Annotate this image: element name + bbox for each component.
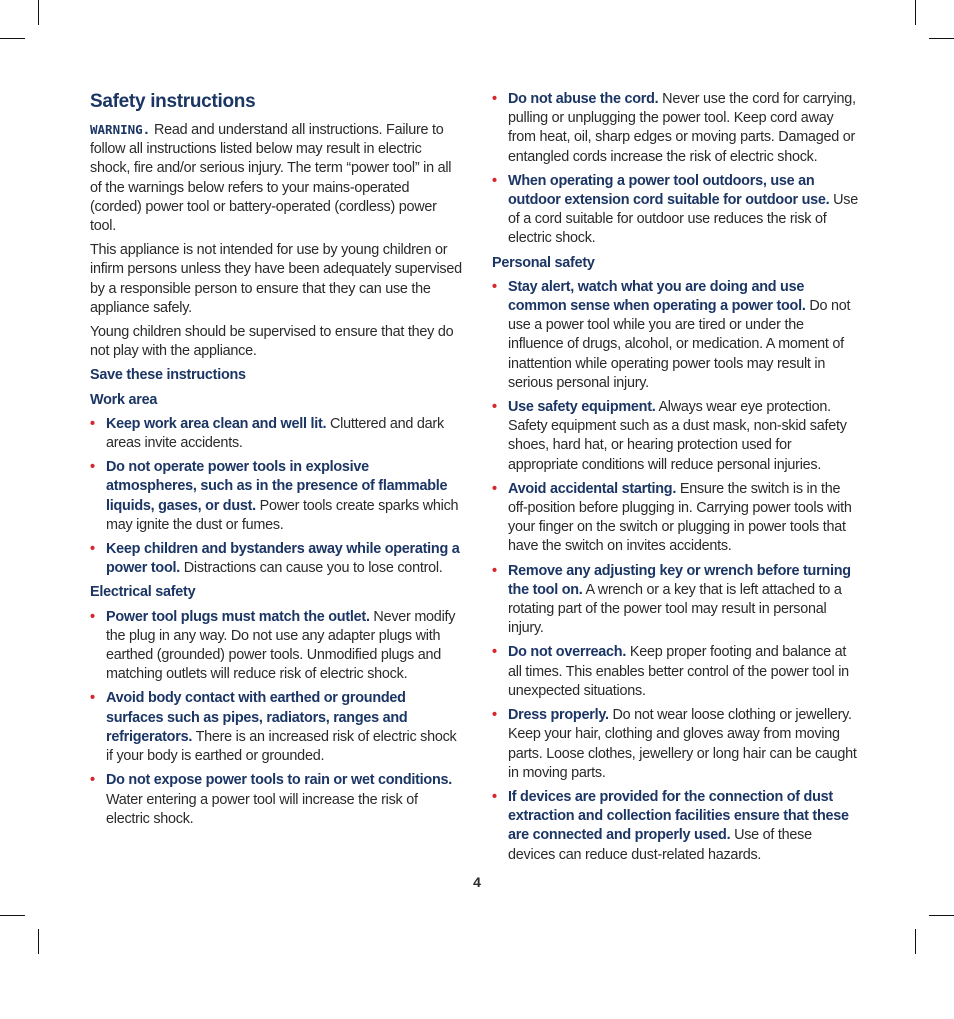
list-item: • Avoid body contact with earthed or grounded surfaces such as pipes, radiators, ranges and refrigerators. There is an increased risk of electric shock if your body is earthed or grounded. <box>90 689 462 766</box>
list-item: • Avoid accidental starting. Ensure the switch is in the off-position before plugging in. Carrying power tools with your finger on the switch or plugging in power tools that have the switch on invites accidents. <box>492 480 862 557</box>
save-instructions-heading: Save these instructions <box>90 367 246 384</box>
list-item: • Do not expose power tools to rain or wet conditions. Water entering a power tool will increase the risk of electric shock. <box>90 771 462 829</box>
list-item: • When operating a power tool outdoors, use an outdoor extension cord suitable for outdoor use. Use of a cord suitable for outdoor use reduces the risk of electric shock. <box>492 172 862 249</box>
warning-paragraph <box>90 120 462 236</box>
electrical-safety-heading: Electrical safety <box>90 584 196 601</box>
list-item: • Use safety equipment. Always wear eye protection. Safety equipment such as a dust mask, non-skid safety shoes, hard hat, or hearing protection used for appropriate conditions will reduce personal injuries. <box>492 398 862 475</box>
crop-mark <box>929 915 954 916</box>
electrical-safety-list-continued <box>492 90 862 249</box>
crop-mark <box>38 929 39 954</box>
personal-safety-list <box>492 278 862 865</box>
crop-mark <box>0 38 25 39</box>
list-item: • If devices are provided for the connection of dust extraction and collection facilities ensure that these are connected and properly used. Use of these devices can reduce dust-related hazards. <box>492 788 862 865</box>
work-area-heading: Work area <box>90 391 158 408</box>
list-item: • Stay alert, watch what you are doing and use common sense when operating a power tool. Do not use a power tool while you are tired or under the influence of drugs, alcohol, or medication. A moment of inattention while operating power tools may result in serious personal injury. <box>492 278 862 393</box>
warning-text: Read and understand all instructions. Failure to follow all instructions listed below may result in electric shock, fire and/or serious injury. The term “power tool” in all of the warnings below refers to your mains-operated (corded) power tool or battery-operated (cordless) power tool. <box>90 122 452 235</box>
list-item: • Do not operate power tools in explosive atmospheres, such as in the presence of flammable liquids, gases, or dust. Power tools create sparks which may ignite the dust or fumes. <box>90 458 462 535</box>
crop-mark <box>0 915 25 916</box>
supervision-paragraph: This appliance is not intended for use by young children or infirm persons unless they have been adequately supervised by a responsible person to ensure that they can use the appliance safely. <box>90 242 462 316</box>
list-item: • Remove any adjusting key or wrench before turning the tool on. A wrench or a key that is left attached to a rotating part of the power tool may result in personal injury. <box>492 562 862 639</box>
list-item: • Do not overreach. Keep proper footing and balance at all times. This enables better control of the power tool in unexpected situations. <box>492 643 862 701</box>
list-item: • Do not abuse the cord. Never use the cord for carrying, pulling or unplugging the power tool. Keep cord away from heat, oil, sharp edges or moving parts. Damaged or entangled cords increase the risk of electric shock. <box>492 90 862 167</box>
crop-mark <box>915 0 916 25</box>
list-item: • Keep work area clean and well lit. Cluttered and dark areas invite accidents. <box>90 415 462 453</box>
warning-label: WARNING. <box>90 122 151 137</box>
personal-safety-heading: Personal safety <box>492 254 595 271</box>
list-item: • Keep children and bystanders away while operating a power tool. Distractions can cause you to lose control. <box>90 540 462 578</box>
list-item: • Dress properly. Do not wear loose clothing or jewellery. Keep your hair, clothing and gloves away from moving parts. Loose clothes, jewellery or long hair can be caught in moving parts. <box>492 706 862 783</box>
crop-mark <box>38 0 39 25</box>
children-paragraph: Young children should be supervised to ensure that they do not play with the appliance. <box>90 324 454 360</box>
page-title: Safety instructions <box>90 91 256 112</box>
crop-mark <box>915 929 916 954</box>
left-column <box>90 90 462 834</box>
page-number: 4 <box>473 874 481 890</box>
list-item: • Power tool plugs must match the outlet. Never modify the plug in any way. Do not use any adapter plugs with earthed (grounded) power tools. Unmodified plugs and matching outlets will reduce risk of electric shock. <box>90 608 462 685</box>
crop-mark <box>929 38 954 39</box>
right-column <box>492 90 862 870</box>
work-area-list <box>90 415 462 579</box>
electrical-safety-list <box>90 608 462 829</box>
